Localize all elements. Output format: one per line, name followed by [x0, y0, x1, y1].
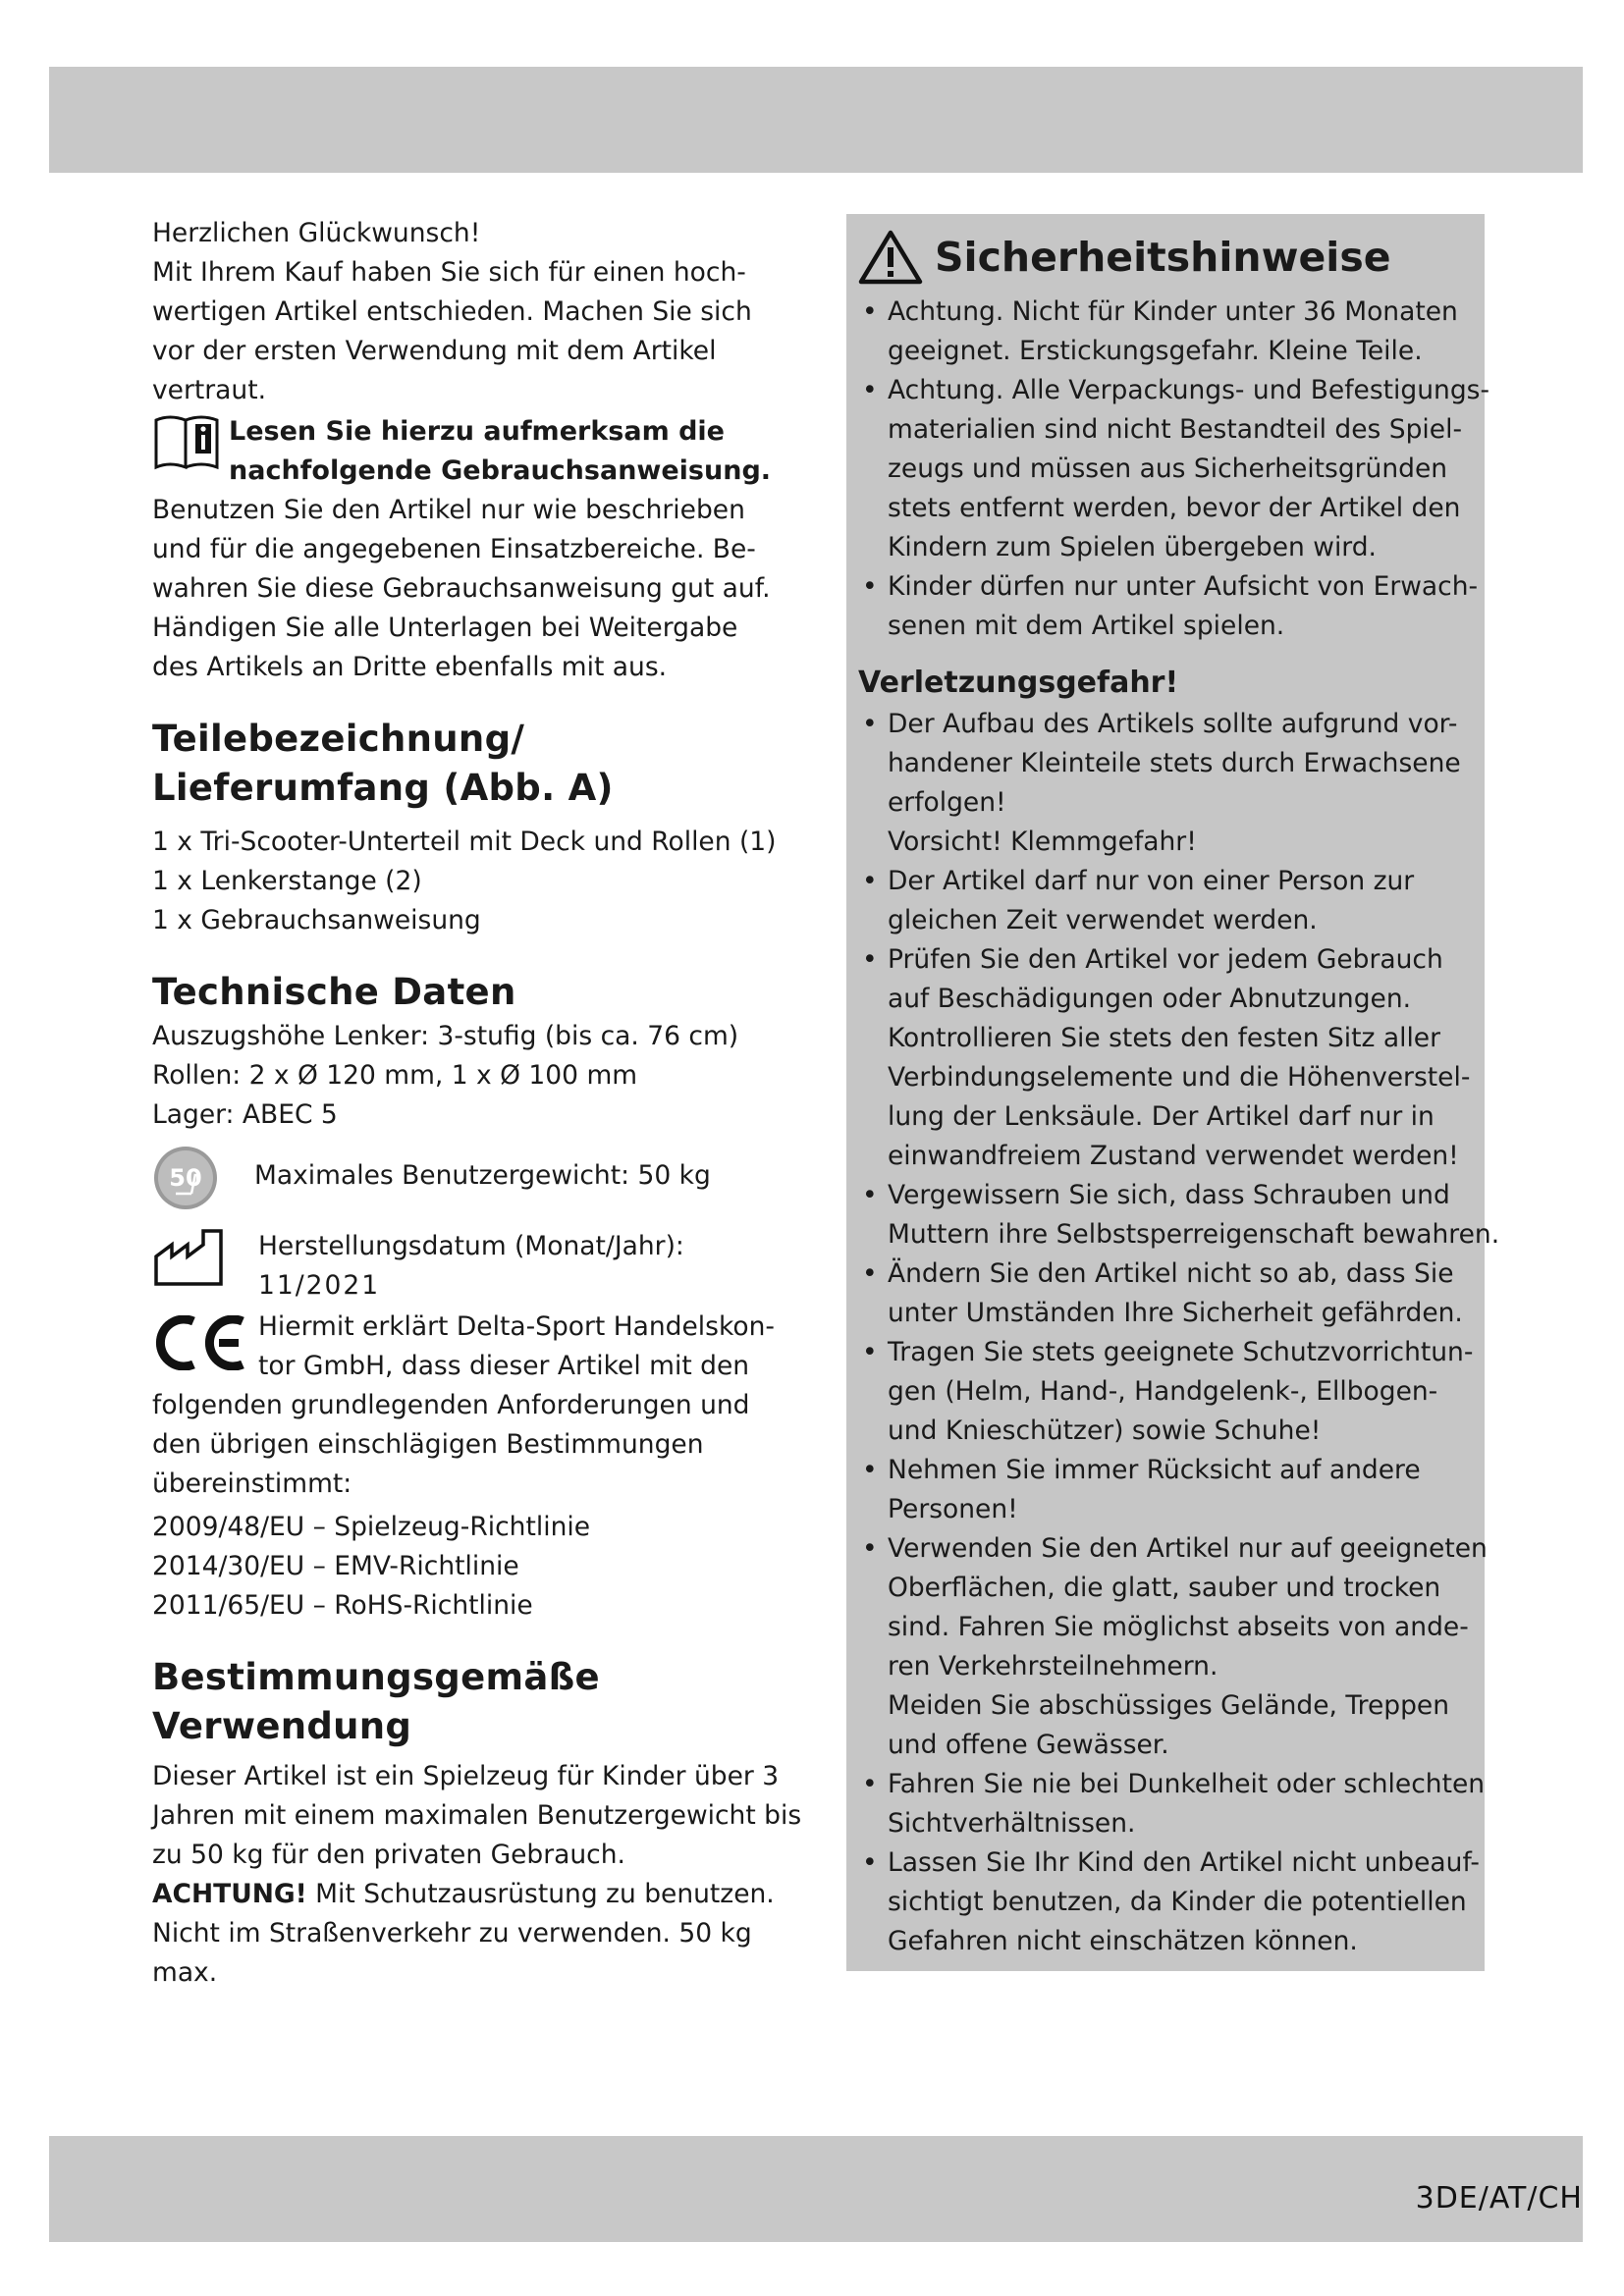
bullet-item — [858, 705, 1475, 862]
header-band — [49, 67, 1583, 173]
bullet-item — [858, 1451, 1475, 1529]
intended-use-line: Jahren mit einem maximalen Benutzergewicht bis — [152, 1800, 802, 1831]
bullet-line: sind. Fahren Sie möglichst abseits von ande- — [888, 1612, 1469, 1642]
intro-line: vor der ersten Verwendung mit dem Artikel — [152, 336, 717, 366]
intended-use-warning — [152, 1875, 781, 1914]
bullet-item — [858, 1843, 1480, 1961]
max-weight-row — [152, 1145, 781, 1211]
ce-mark-icon — [152, 1315, 250, 1370]
bullet-line: gen (Helm, Hand-, Handgelenk-, Ellbogen- — [888, 1376, 1438, 1407]
parts-item: 1 x Lenkerstange (2) — [152, 866, 422, 896]
intro-greeting: Herzlichen Glückwunsch! — [152, 218, 481, 248]
bullet-item — [858, 1176, 1500, 1255]
bullet-line: • Kinder dürfen nur unter Aufsicht von Erwach- — [888, 571, 1479, 602]
directive-item: 2014/30/EU – EMV-Richtlinie — [152, 1551, 519, 1581]
bullet-line: Personen! — [888, 1494, 1018, 1524]
intro-line: vertraut. — [152, 375, 267, 405]
max-weight-icon-value: 50 — [169, 1164, 202, 1192]
intended-use-line: Dieser Artikel ist ein Spielzeug für Kinder über 3 — [152, 1761, 780, 1791]
bullet-line: sichtigt benutzen, da Kinder die potentiellen — [888, 1887, 1467, 1917]
footer-band — [49, 2136, 1583, 2242]
tech-item: Lager: ABEC 5 — [152, 1099, 338, 1130]
bullet-line: geeignet. Erstickungsgefahr. Kleine Teile. — [888, 336, 1423, 366]
bullet-line: • Achtung. Alle Verpackungs- und Befestigungs- — [888, 375, 1490, 405]
bullet-line: • Achtung. Nicht für Kinder unter 36 Monaten — [888, 296, 1458, 327]
bullet-line: auf Beschädigungen oder Abnutzungen. — [888, 984, 1412, 1014]
intended-use-heading: Bestimmungsgemäße — [152, 1656, 600, 1698]
parts-item: 1 x Tri-Scooter-Unterteil mit Deck und Rollen (1) — [152, 827, 777, 857]
bullet-line: • Lassen Sie Ihr Kind den Artikel nicht unbeauf- — [888, 1847, 1480, 1878]
bullet-line: Muttern ihre Selbstsperreigenschaft bewahren. — [888, 1219, 1500, 1250]
ce-text-line: tor GmbH, dass dieser Artikel mit den — [258, 1351, 750, 1381]
bullet-item — [858, 567, 1479, 646]
bullet-line: • Verwenden Sie den Artikel nur auf geeigneten — [888, 1533, 1488, 1564]
usage-line: und für die angegebenen Einsatzbereiche. Be- — [152, 534, 756, 564]
warning-triangle-icon — [858, 230, 923, 285]
safety-list — [858, 293, 1490, 646]
intro-line: wertigen Artikel entschieden. Machen Sie sich — [152, 296, 752, 327]
intended-use-line: Nicht im Straßenverkehr zu verwenden. 50 kg — [152, 1918, 752, 1949]
warning-text: Mit Schutzausrüstung zu benutzen. — [306, 1879, 775, 1909]
bullet-line: stets entfernt werden, bevor der Artikel den — [888, 493, 1461, 523]
left-column — [152, 214, 802, 1993]
bullet-line: Sichtverhältnissen. — [888, 1808, 1136, 1839]
bullet-item — [858, 940, 1475, 1176]
bullet-line: handener Kleinteile stets durch Erwachsene — [888, 748, 1461, 778]
bullet-item — [858, 1529, 1488, 1765]
tech-item: Auszugshöhe Lenker: 3-stufig (bis ca. 76 cm) — [152, 1021, 739, 1051]
tech-item: Rollen: 2 x Ø 120 mm, 1 x Ø 100 mm — [152, 1060, 638, 1091]
usage-line: des Artikels an Dritte ebenfalls mit aus. — [152, 652, 668, 682]
bullet-line: Meiden Sie abschüssiges Gelände, Treppen — [888, 1690, 1450, 1721]
ce-text-line: übereinstimmt: — [152, 1468, 352, 1499]
usage-line: wahren Sie diese Gebrauchsanweisung gut auf. — [152, 573, 771, 604]
bullet-item — [858, 1765, 1486, 1843]
injury-list — [858, 705, 1500, 1961]
bullet-line: • Der Aufbau des Artikels sollte aufgrund vor- — [888, 709, 1458, 739]
parts-heading: Teilebezeichnung/ — [152, 718, 525, 760]
max-weight-text: Maximales Benutzergewicht: 50 kg — [254, 1160, 711, 1191]
bullet-line: und Knieschützer) sowie Schuhe! — [888, 1415, 1322, 1446]
intro-line: Mit Ihrem Kauf haben Sie sich für einen hoch- — [152, 257, 746, 288]
parts-heading: Lieferumfang (Abb. A) — [152, 767, 614, 809]
bullet-line: und offene Gewässer. — [888, 1730, 1169, 1760]
tech-heading: Technische Daten — [152, 971, 516, 1013]
ce-text-line: folgenden grundlegenden Anforderungen und — [152, 1390, 750, 1420]
bullet-item — [858, 1255, 1475, 1333]
bullet-line: zeugs und müssen aus Sicherheitsgründen — [888, 454, 1448, 484]
bullet-line: unter Umständen Ihre Sicherheit gefährden. — [888, 1298, 1463, 1328]
ce-declaration — [152, 1308, 781, 1386]
bullet-line: • Nehmen Sie immer Rücksicht auf andere — [888, 1455, 1421, 1485]
bullet-line: Vorsicht! Klemmgefahr! — [888, 827, 1197, 857]
bullet-item — [858, 371, 1490, 567]
bullet-line: lung der Lenksäule. Der Artikel darf nur in — [888, 1101, 1435, 1132]
bullet-line: ren Verkehrsteilnehmern. — [888, 1651, 1218, 1682]
ce-text-line: Hiermit erklärt Delta-Sport Handelskon- — [258, 1311, 775, 1342]
intended-use-heading: Verwendung — [152, 1705, 412, 1747]
read-notice-line: nachfolgende Gebrauchsanweisung. — [229, 455, 772, 486]
manual-info-icon — [152, 412, 223, 473]
warning-label: ACHTUNG! — [152, 1879, 307, 1909]
manufacture-row — [152, 1227, 781, 1306]
intended-use-line: max. — [152, 1957, 218, 1988]
bullet-item — [858, 1333, 1475, 1451]
bullet-line: Kindern zum Spielen übergeben wird. — [888, 532, 1377, 562]
injury-heading: Verletzungsgefahr! — [858, 666, 1179, 700]
bullet-item — [858, 293, 1475, 371]
bullet-line: • Der Artikel darf nur von einer Person zur — [888, 866, 1415, 896]
bullet-line: Gefahren nicht einschätzen können. — [888, 1926, 1358, 1956]
parts-item: 1 x Gebrauchsanweisung — [152, 905, 481, 935]
bullet-line: gleichen Zeit verwendet werden. — [888, 905, 1318, 935]
bullet-line: materialien sind nicht Bestandteil des Spiel- — [888, 414, 1463, 445]
safety-heading: Sicherheitshinweise — [935, 234, 1391, 281]
directive-item: 2009/48/EU – Spielzeug-Richtlinie — [152, 1512, 591, 1542]
manufacture-date: 11/2021 — [258, 1270, 381, 1301]
page-number: 3DE/AT/CH — [1415, 2181, 1583, 2216]
safety-heading-row — [858, 230, 1475, 285]
bullet-line: • Fahren Sie nie bei Dunkelheit oder schlechten — [888, 1769, 1486, 1799]
bullet-line: Kontrollieren Sie stets den festen Sitz aller — [888, 1023, 1441, 1053]
ce-text-line: den übrigen einschlägigen Bestimmungen — [152, 1429, 704, 1460]
intended-use-line: zu 50 kg für den privaten Gebrauch. — [152, 1840, 625, 1870]
safety-box — [846, 214, 1500, 1971]
bullet-line: senen mit dem Artikel spielen. — [888, 611, 1285, 641]
bullet-line: Oberflächen, die glatt, sauber und trocken — [888, 1573, 1441, 1603]
bullet-line: • Ändern Sie den Artikel nicht so ab, dass Sie — [888, 1258, 1454, 1289]
read-instructions-notice — [152, 412, 781, 491]
bullet-line: erfolgen! — [888, 787, 1006, 818]
bullet-line: einwandfreiem Zustand verwendet werden! — [888, 1141, 1459, 1171]
usage-line: Händigen Sie alle Unterlagen bei Weitergabe — [152, 613, 738, 643]
usage-line: Benutzen Sie den Artikel nur wie beschrieben — [152, 495, 745, 525]
bullet-line: • Tragen Sie stets geeignete Schutzvorrichtun- — [888, 1337, 1474, 1367]
factory-icon — [152, 1227, 229, 1288]
bullet-item — [858, 862, 1475, 940]
directive-item: 2011/65/EU – RoHS-Richtlinie — [152, 1590, 533, 1621]
bullet-line: • Vergewissern Sie sich, dass Schrauben und — [888, 1180, 1450, 1210]
bullet-line: • Prüfen Sie den Artikel vor jedem Gebrauch — [888, 944, 1443, 975]
bullet-line: Verbindungselemente und die Höhenverstel- — [888, 1062, 1471, 1093]
read-notice-line: Lesen Sie hierzu aufmerksam die — [229, 416, 725, 447]
max-weight-icon — [152, 1145, 219, 1211]
manufacture-label: Herstellungsdatum (Monat/Jahr): — [258, 1231, 684, 1261]
